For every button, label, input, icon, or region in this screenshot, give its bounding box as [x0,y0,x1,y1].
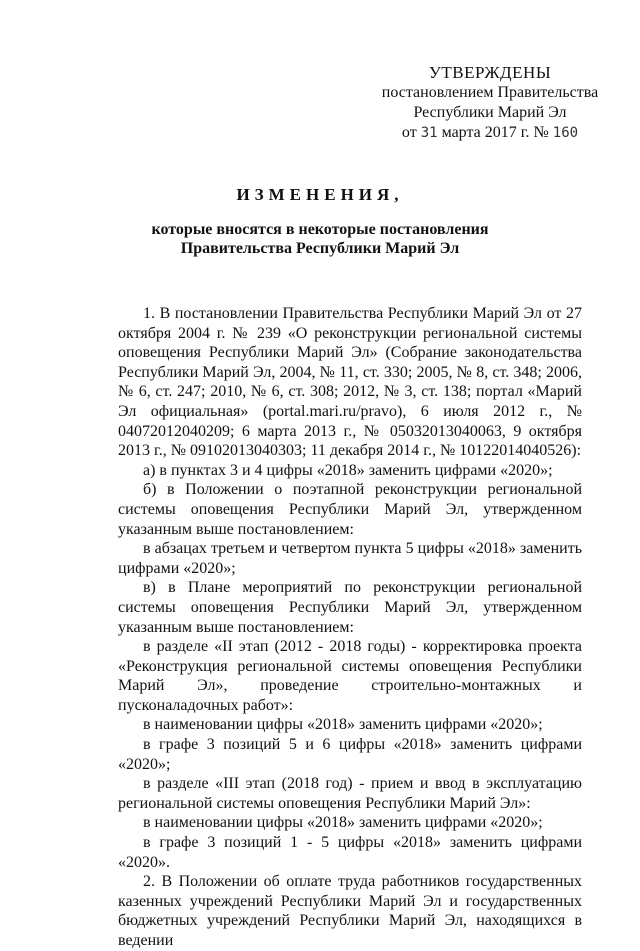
approval-block [370,63,610,143]
document-title: ИЗМЕНЕНИЯ, [236,185,404,204]
date-month-year: марта 2017 г. № [441,124,549,141]
date-prefix: от [401,124,417,141]
body-paragraph: в абзацах третьем и четвертом пункта 5 цифры «2018» заменить цифрами «2020»; [118,540,582,577]
body-paragraph: в наименовании цифры «2018» заменить цифрами «2020»; [143,814,543,832]
document-subtitle [0,220,640,258]
subtitle-line-2: Правительства Республики Марий Эл [180,240,460,257]
approval-line-1: постановлением Правительства [381,84,599,101]
body-paragraph: 2. В Положении об оплате труда работников государственных казенных учреждений Республики Марий Эл и государственных бюджетных учреждений Республики Марий Эл, находящихся в ведении [118,873,582,949]
approval-line-2: Республики Марий Эл [413,104,567,121]
body-paragraph: в графе 3 позиций 1 - 5 цифры «2018» заменить цифрами «2020». [118,834,582,871]
body-paragraph: б) в Положении о поэтапной реконструкции региональной системы оповещения Республики Марий Эл, утвержденном указанным выше постановлением: [118,481,582,538]
body-paragraph: 1. В постановлении Правительства Республики Марий Эл от 27 октября 2004 г. № 239 «О реконструкции региональной системы оповещения Республики Марий Эл» (Собрание законодательства Республики Марий Эл, 2004, № 11, ст. 330; 2005, № 8, ст. 348; 2006, № 6, ст. 247; 2010, № 6, ст. 308; 2012, № 3, ст. 138; портал «Марий Эл официальная» (portal.mari.ru/pravo), 6 июля 2012 г., № 04072012040209; 6 марта 2013 г., № 05032013040063, 9 октября 2013 г., № 09102013040303; 11 декабря 2014 г., № 10122014040526): [118,305,582,460]
approval-heading: УТВЕРЖДЕНЫ [428,63,552,82]
document-body [118,304,582,951]
subtitle-line-1: которые вносятся в некоторые постановления [151,221,489,238]
approval-date-line [370,123,610,143]
body-paragraph: в) в Плане мероприятий по реконструкции региональной системы оповещения Республики Марий Эл, утвержденном указанным выше постановлением: [118,579,582,636]
body-paragraph: в графе 3 позиций 5 и 6 цифры «2018» заменить цифрами «2020»; [118,736,582,773]
date-day: 31 [420,125,438,141]
body-paragraph: в разделе «III этап (2018 год) - прием и ввод в эксплуатацию региональной системы оповещения Республики Марий Эл»: [118,775,582,812]
body-paragraph: в разделе «II этап (2012 - 2018 годы) - корректировка проекта «Реконструкция региональной системы оповещения Республики Марий Эл», проведение строительно-монтажных и пусконаладочных работ»: [118,638,582,714]
body-paragraph: в наименовании цифры «2018» заменить цифрами «2020»; [143,716,543,734]
body-paragraph: а) в пунктах 3 и 4 цифры «2018» заменить цифрами «2020»; [143,461,553,479]
decree-number: 160 [552,125,579,141]
